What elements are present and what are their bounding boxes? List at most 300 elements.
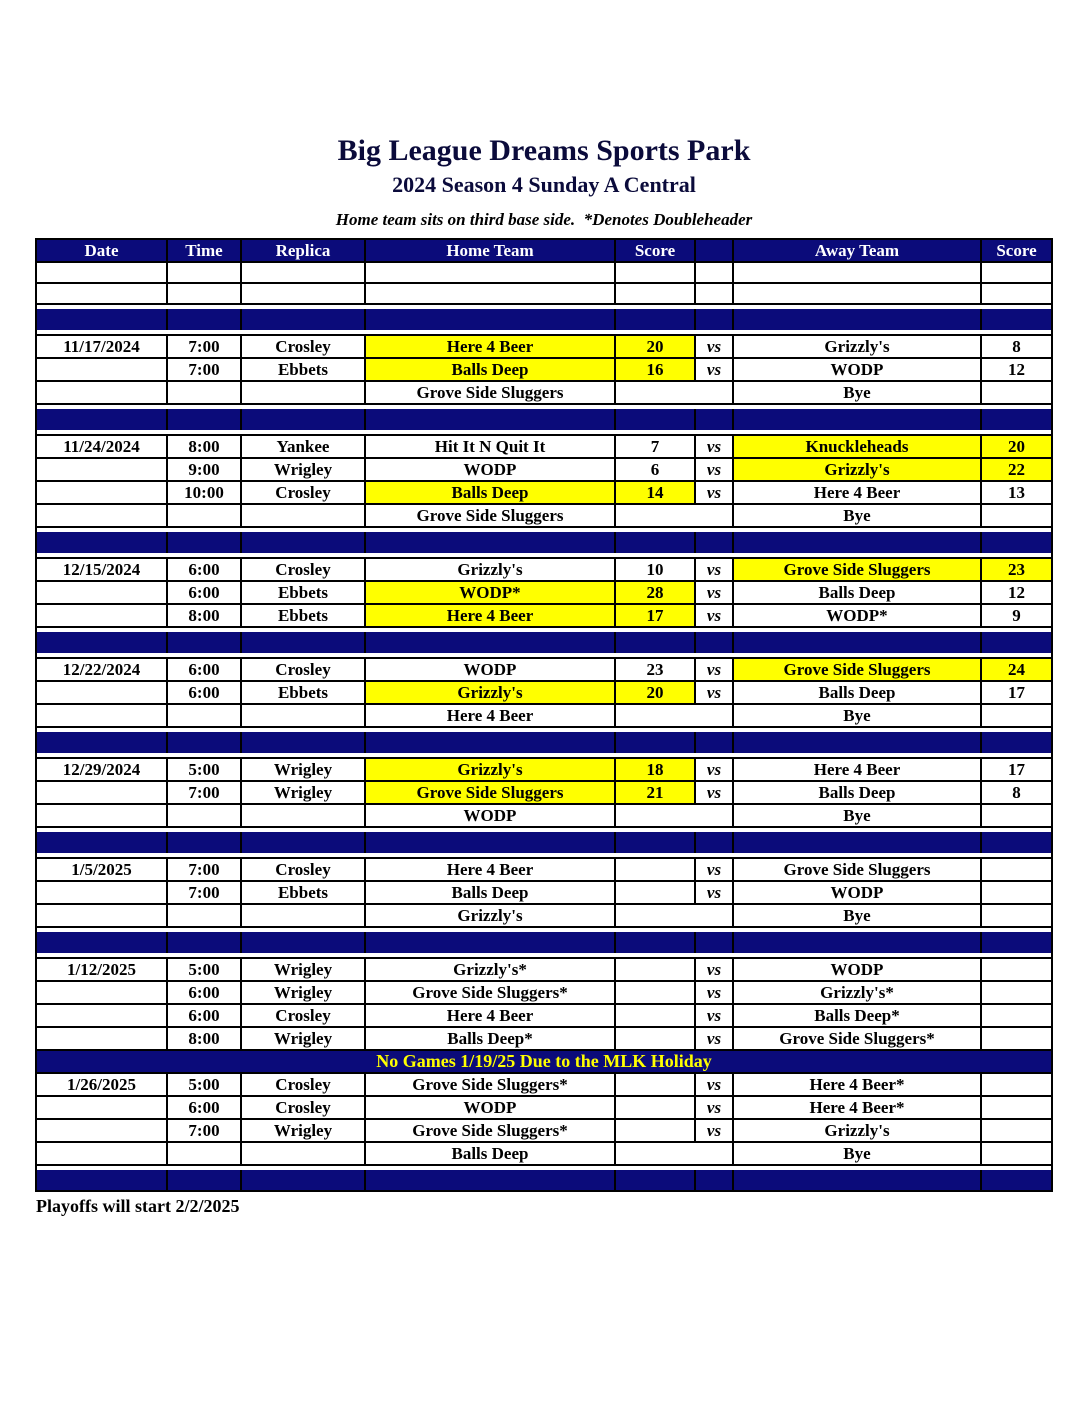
away-score-cell: 24 [981, 658, 1052, 681]
away-team-cell: Grizzly's [733, 335, 981, 358]
replica-cell: Wrigley [241, 458, 365, 481]
game-row [36, 658, 1052, 681]
home-team-cell: Grove Side Sluggers [365, 781, 615, 804]
home-team-cell: Grizzly's [365, 558, 615, 581]
separator-row [36, 1170, 1052, 1191]
replica-cell: Crosley [241, 858, 365, 881]
separator-cell [695, 309, 733, 330]
date-cell [36, 904, 167, 927]
home-score-cell [615, 1004, 695, 1027]
empty-cell [695, 262, 733, 283]
date-cell: 12/29/2024 [36, 758, 167, 781]
separator-cell [241, 632, 365, 653]
separator-cell [733, 732, 981, 753]
time-cell: 8:00 [167, 435, 241, 458]
game-row [36, 435, 1052, 458]
separator-cell [167, 309, 241, 330]
away-team-cell: Balls Deep [733, 781, 981, 804]
away-team-cell: Bye [733, 804, 981, 827]
date-cell [36, 781, 167, 804]
game-row [36, 781, 1052, 804]
away-team-cell: Knuckleheads [733, 435, 981, 458]
separator-cell [36, 932, 167, 953]
away-score-cell [981, 1096, 1052, 1119]
separator-cell [167, 732, 241, 753]
away-score-cell [981, 1004, 1052, 1027]
time-cell: 6:00 [167, 981, 241, 1004]
game-row [36, 758, 1052, 781]
replica-cell [241, 804, 365, 827]
vs-label: vs [695, 458, 733, 481]
time-cell: 8:00 [167, 1027, 241, 1050]
vs-label: vs [695, 335, 733, 358]
separator-cell [36, 409, 167, 430]
date-cell [36, 481, 167, 504]
vs-label: vs [695, 358, 733, 381]
time-cell: 10:00 [167, 481, 241, 504]
separator-cell [695, 732, 733, 753]
home-score-cell [615, 958, 695, 981]
away-team-cell: Balls Deep [733, 681, 981, 704]
vs-label: vs [695, 558, 733, 581]
time-cell: 6:00 [167, 581, 241, 604]
home-team-cell: Grove Side Sluggers* [365, 1073, 615, 1096]
home-team-cell: Balls Deep [365, 481, 615, 504]
bye-row [36, 804, 1052, 827]
separator-cell [733, 1170, 981, 1191]
away-team-cell: Bye [733, 704, 981, 727]
separator-cell [695, 409, 733, 430]
separator-row [36, 532, 1052, 553]
date-cell [36, 1004, 167, 1027]
home-team-cell: WODP [365, 658, 615, 681]
separator-cell [167, 632, 241, 653]
vs-label: vs [695, 1073, 733, 1096]
separator-cell [733, 309, 981, 330]
empty-row [36, 262, 1052, 283]
away-team-cell: WODP [733, 958, 981, 981]
separator-row [36, 309, 1052, 330]
vs-label: vs [695, 781, 733, 804]
date-cell [36, 1096, 167, 1119]
away-score-cell: 12 [981, 581, 1052, 604]
time-cell [167, 804, 241, 827]
vs-label: vs [695, 1004, 733, 1027]
home-score-cell: 16 [615, 358, 695, 381]
game-row [36, 581, 1052, 604]
away-score-cell [981, 881, 1052, 904]
away-score-cell [981, 858, 1052, 881]
away-team-cell: Here 4 Beer* [733, 1096, 981, 1119]
away-team-cell: Bye [733, 504, 981, 527]
date-cell [36, 1027, 167, 1050]
replica-cell: Crosley [241, 335, 365, 358]
replica-cell: Crosley [241, 1004, 365, 1027]
time-cell: 9:00 [167, 458, 241, 481]
separator-cell [365, 309, 615, 330]
home-team-cell: Grove Side Sluggers [365, 381, 615, 404]
vs-label: vs [695, 881, 733, 904]
away-team-cell: Balls Deep [733, 581, 981, 604]
header-cell-home-team-cell: Home Team [365, 239, 615, 262]
separator-cell [365, 409, 615, 430]
vs-label: vs [695, 1027, 733, 1050]
separator-cell [241, 409, 365, 430]
away-score-cell [981, 504, 1052, 527]
separator-cell [615, 832, 695, 853]
score-vs-merged-cell [615, 904, 733, 927]
separator-row [36, 932, 1052, 953]
game-row [36, 481, 1052, 504]
separator-cell [241, 532, 365, 553]
time-cell: 6:00 [167, 1096, 241, 1119]
empty-cell [241, 262, 365, 283]
score-vs-merged-cell [615, 704, 733, 727]
playoffs-footnote: Playoffs will start 2/2/2025 [36, 1196, 240, 1217]
time-cell: 6:00 [167, 658, 241, 681]
home-team-cell: Grizzly's [365, 758, 615, 781]
vs-label: vs [695, 1096, 733, 1119]
away-score-cell [981, 981, 1052, 1004]
separator-cell [695, 632, 733, 653]
empty-cell [241, 283, 365, 304]
home-score-cell: 17 [615, 604, 695, 627]
date-cell [36, 604, 167, 627]
separator-cell [365, 632, 615, 653]
time-cell [167, 904, 241, 927]
date-cell [36, 981, 167, 1004]
separator-cell [36, 632, 167, 653]
replica-cell: Wrigley [241, 1119, 365, 1142]
separator-cell [733, 532, 981, 553]
away-team-cell: Grove Side Sluggers* [733, 1027, 981, 1050]
separator-cell [365, 732, 615, 753]
separator-cell [241, 832, 365, 853]
date-cell [36, 381, 167, 404]
away-score-cell: 8 [981, 335, 1052, 358]
replica-cell [241, 381, 365, 404]
home-team-cell: Grove Side Sluggers [365, 504, 615, 527]
separator-cell [615, 1170, 695, 1191]
away-team-cell: Bye [733, 1142, 981, 1165]
score-vs-merged-cell [615, 504, 733, 527]
empty-cell [36, 283, 167, 304]
bye-row [36, 904, 1052, 927]
home-score-cell [615, 1119, 695, 1142]
separator-cell [981, 832, 1052, 853]
page-title: Big League Dreams Sports Park [337, 134, 751, 167]
vs-label: vs [695, 658, 733, 681]
away-team-cell: Bye [733, 381, 981, 404]
header-row [36, 239, 1052, 262]
replica-cell [241, 904, 365, 927]
replica-cell: Crosley [241, 481, 365, 504]
separator-cell [167, 932, 241, 953]
score-vs-merged-cell [615, 804, 733, 827]
away-team-cell: Grizzly's* [733, 981, 981, 1004]
date-cell [36, 704, 167, 727]
home-score-cell: 28 [615, 581, 695, 604]
date-cell: 12/15/2024 [36, 558, 167, 581]
separator-cell [981, 309, 1052, 330]
game-row [36, 558, 1052, 581]
date-cell [36, 804, 167, 827]
separator-cell [36, 309, 167, 330]
time-cell [167, 504, 241, 527]
home-score-cell: 10 [615, 558, 695, 581]
time-cell: 7:00 [167, 335, 241, 358]
date-cell: 11/17/2024 [36, 335, 167, 358]
away-score-cell [981, 1027, 1052, 1050]
replica-cell: Ebbets [241, 358, 365, 381]
date-cell: 11/24/2024 [36, 435, 167, 458]
home-score-cell [615, 881, 695, 904]
game-row [36, 604, 1052, 627]
date-cell [36, 358, 167, 381]
away-score-cell: 12 [981, 358, 1052, 381]
time-cell: 8:00 [167, 604, 241, 627]
home-score-cell: 14 [615, 481, 695, 504]
away-team-cell: WODP* [733, 604, 981, 627]
empty-cell [733, 283, 981, 304]
header-cell-vs-label [695, 239, 733, 262]
separator-cell [981, 632, 1052, 653]
time-cell: 5:00 [167, 1073, 241, 1096]
empty-cell [695, 283, 733, 304]
separator-cell [615, 409, 695, 430]
separator-cell [241, 732, 365, 753]
away-score-cell [981, 1073, 1052, 1096]
replica-cell [241, 704, 365, 727]
date-cell [36, 581, 167, 604]
empty-cell [615, 262, 695, 283]
separator-cell [733, 409, 981, 430]
game-row [36, 958, 1052, 981]
home-team-cell: Grizzly's [365, 904, 615, 927]
empty-cell [365, 283, 615, 304]
home-team-cell: WODP [365, 804, 615, 827]
separator-cell [167, 532, 241, 553]
separator-cell [615, 309, 695, 330]
game-row [36, 458, 1052, 481]
home-score-cell: 23 [615, 658, 695, 681]
replica-cell: Ebbets [241, 881, 365, 904]
separator-row [36, 632, 1052, 653]
game-row [36, 1096, 1052, 1119]
notice-text: No Games 1/19/25 Due to the MLK Holiday [36, 1050, 1052, 1073]
replica-cell: Crosley [241, 658, 365, 681]
away-team-cell: Grove Side Sluggers [733, 658, 981, 681]
separator-cell [365, 832, 615, 853]
separator-cell [695, 832, 733, 853]
date-cell [36, 458, 167, 481]
time-cell: 5:00 [167, 958, 241, 981]
bye-row [36, 504, 1052, 527]
separator-cell [36, 1170, 167, 1191]
header-cell-away-score-cell: Score [981, 239, 1052, 262]
home-team-cell: Grizzly's* [365, 958, 615, 981]
game-row [36, 981, 1052, 1004]
home-score-cell [615, 858, 695, 881]
away-score-cell [981, 958, 1052, 981]
game-row [36, 358, 1052, 381]
home-score-cell [615, 981, 695, 1004]
vs-label: vs [695, 758, 733, 781]
replica-cell: Ebbets [241, 681, 365, 704]
separator-cell [241, 309, 365, 330]
game-row [36, 335, 1052, 358]
home-team-cell: Balls Deep [365, 358, 615, 381]
header-cell-time-cell: Time [167, 239, 241, 262]
separator-cell [36, 832, 167, 853]
away-score-cell: 8 [981, 781, 1052, 804]
time-cell: 7:00 [167, 858, 241, 881]
replica-cell: Wrigley [241, 981, 365, 1004]
away-score-cell: 17 [981, 758, 1052, 781]
away-team-cell: Grizzly's [733, 458, 981, 481]
away-team-cell: WODP [733, 881, 981, 904]
game-row [36, 1004, 1052, 1027]
separator-cell [167, 409, 241, 430]
header-cell-home-score-cell: Score [615, 239, 695, 262]
empty-cell [733, 262, 981, 283]
replica-cell: Crosley [241, 1073, 365, 1096]
date-cell [36, 1142, 167, 1165]
time-cell [167, 704, 241, 727]
home-team-cell: Grove Side Sluggers* [365, 981, 615, 1004]
game-row [36, 1073, 1052, 1096]
separator-cell [365, 932, 615, 953]
separator-cell [36, 732, 167, 753]
away-team-cell: Here 4 Beer [733, 481, 981, 504]
home-score-cell: 6 [615, 458, 695, 481]
home-team-cell: Hit It N Quit It [365, 435, 615, 458]
date-cell: 1/26/2025 [36, 1073, 167, 1096]
home-team-cell: Grove Side Sluggers* [365, 1119, 615, 1142]
time-cell: 6:00 [167, 1004, 241, 1027]
date-cell [36, 504, 167, 527]
replica-cell [241, 504, 365, 527]
replica-cell: Wrigley [241, 781, 365, 804]
home-team-cell: Balls Deep [365, 881, 615, 904]
replica-cell: Crosley [241, 1096, 365, 1119]
home-team-cell: Balls Deep [365, 1142, 615, 1165]
home-team-cell: Here 4 Beer [365, 604, 615, 627]
separator-row [36, 732, 1052, 753]
header-cell-date-cell: Date [36, 239, 167, 262]
vs-label: vs [695, 858, 733, 881]
separator-cell [241, 1170, 365, 1191]
score-vs-merged-cell [615, 1142, 733, 1165]
separator-cell [695, 1170, 733, 1191]
replica-cell: Yankee [241, 435, 365, 458]
empty-cell [981, 262, 1052, 283]
separator-cell [981, 732, 1052, 753]
home-team-cell: Balls Deep* [365, 1027, 615, 1050]
away-score-cell [981, 704, 1052, 727]
away-score-cell: 23 [981, 558, 1052, 581]
separator-cell [981, 932, 1052, 953]
vs-label: vs [695, 581, 733, 604]
away-score-cell: 9 [981, 604, 1052, 627]
date-cell: 1/12/2025 [36, 958, 167, 981]
replica-cell: Wrigley [241, 758, 365, 781]
empty-cell [36, 262, 167, 283]
home-team-cell: WODP [365, 458, 615, 481]
home-team-cell: WODP [365, 1096, 615, 1119]
separator-cell [365, 1170, 615, 1191]
separator-cell [981, 1170, 1052, 1191]
home-team-cell: WODP* [365, 581, 615, 604]
header-cell-replica-cell: Replica [241, 239, 365, 262]
separator-cell [615, 932, 695, 953]
separator-row [36, 832, 1052, 853]
vs-label: vs [695, 604, 733, 627]
date-cell [36, 681, 167, 704]
time-cell: 7:00 [167, 1119, 241, 1142]
vs-label: vs [695, 681, 733, 704]
home-team-cell: Here 4 Beer [365, 1004, 615, 1027]
separator-cell [167, 1170, 241, 1191]
away-team-cell: Bye [733, 904, 981, 927]
empty-cell [167, 262, 241, 283]
away-team-cell: WODP [733, 358, 981, 381]
separator-row [36, 409, 1052, 430]
replica-cell: Wrigley [241, 958, 365, 981]
away-score-cell: 22 [981, 458, 1052, 481]
empty-row [36, 283, 1052, 304]
time-cell: 7:00 [167, 781, 241, 804]
away-score-cell [981, 904, 1052, 927]
replica-cell: Crosley [241, 558, 365, 581]
notice-row [36, 1050, 1052, 1073]
home-score-cell [615, 1073, 695, 1096]
away-score-cell: 20 [981, 435, 1052, 458]
separator-cell [733, 932, 981, 953]
date-cell: 1/5/2025 [36, 858, 167, 881]
time-cell [167, 381, 241, 404]
home-score-cell [615, 1096, 695, 1119]
separator-cell [695, 532, 733, 553]
away-score-cell [981, 1142, 1052, 1165]
date-cell: 12/22/2024 [36, 658, 167, 681]
away-team-cell: Grizzly's [733, 1119, 981, 1142]
replica-cell: Ebbets [241, 581, 365, 604]
separator-cell [167, 832, 241, 853]
separator-cell [615, 732, 695, 753]
separator-cell [981, 409, 1052, 430]
separator-cell [615, 632, 695, 653]
date-cell [36, 881, 167, 904]
away-team-cell: Grove Side Sluggers [733, 558, 981, 581]
header-cell-away-team-cell: Away Team [733, 239, 981, 262]
vs-label: vs [695, 981, 733, 1004]
home-score-cell: 21 [615, 781, 695, 804]
replica-cell [241, 1142, 365, 1165]
bye-row [36, 1142, 1052, 1165]
time-cell: 7:00 [167, 358, 241, 381]
home-team-cell: Grizzly's [365, 681, 615, 704]
separator-cell [733, 832, 981, 853]
away-team-cell: Here 4 Beer* [733, 1073, 981, 1096]
score-vs-merged-cell [615, 381, 733, 404]
schedule-note: Home team sits on third base side. *Denotes Doubleheader [335, 210, 753, 230]
away-score-cell: 17 [981, 681, 1052, 704]
game-row [36, 881, 1052, 904]
home-score-cell: 18 [615, 758, 695, 781]
separator-cell [981, 532, 1052, 553]
home-team-cell: Here 4 Beer [365, 335, 615, 358]
